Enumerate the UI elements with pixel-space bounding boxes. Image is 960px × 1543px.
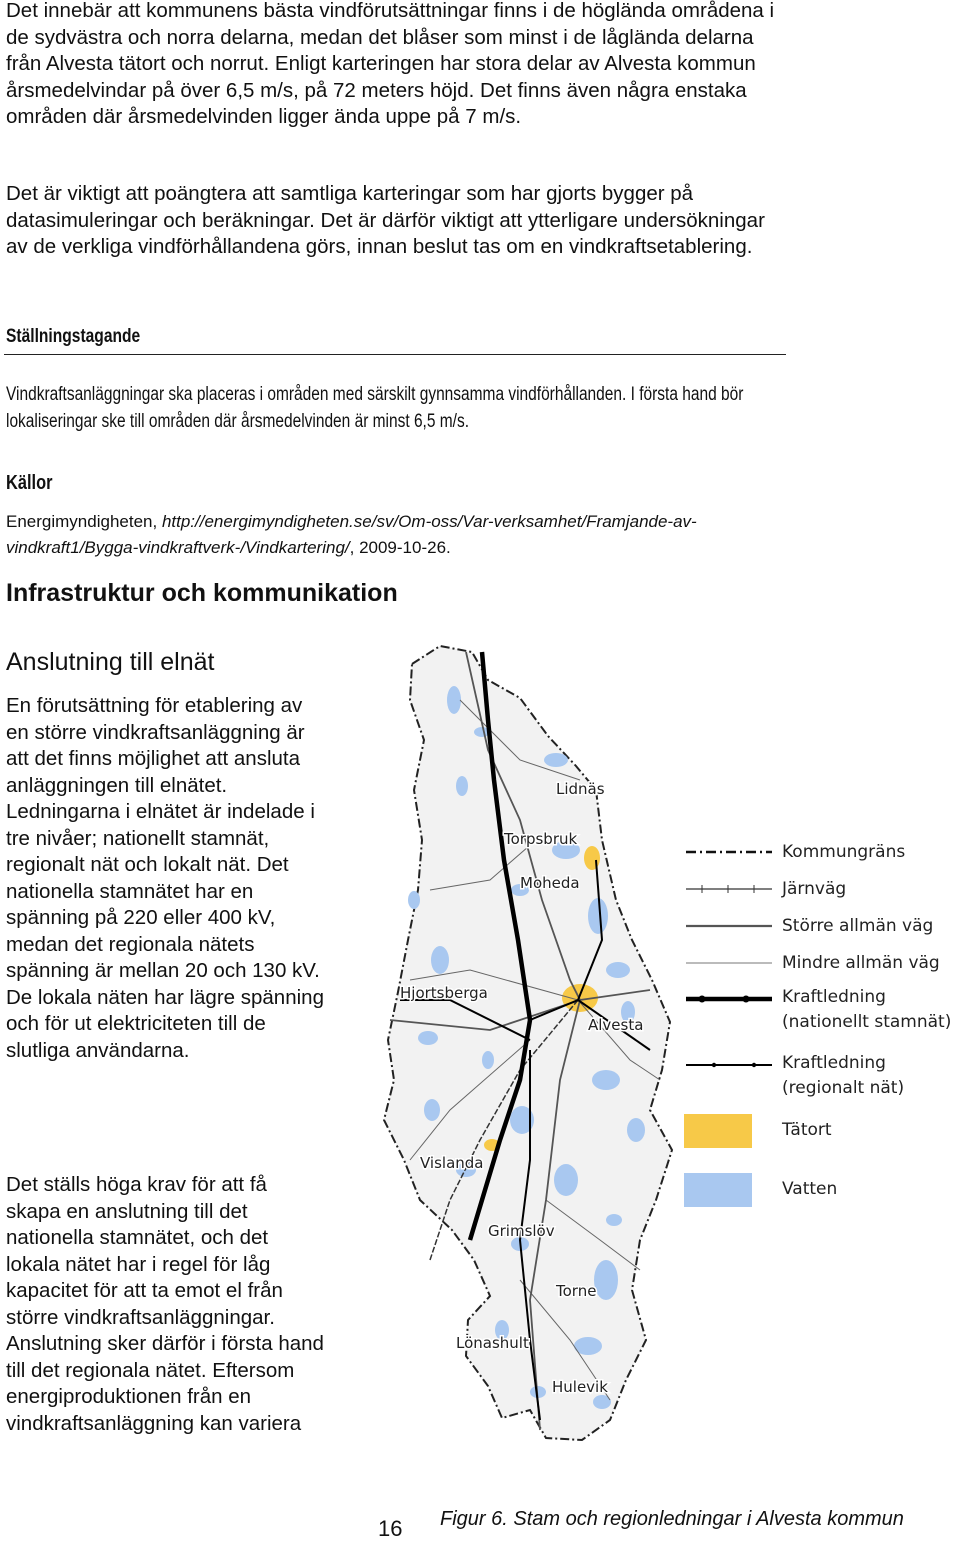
source-name: Energimyndigheten, (6, 512, 162, 531)
place-label: Hulevik (552, 1378, 608, 1396)
section-subtitle: Anslutning till elnät (6, 648, 215, 676)
legend-label: Kraftledning (782, 1053, 886, 1073)
legend-label: Vatten (782, 1179, 838, 1199)
source-date: , 2009-10-26. (349, 538, 451, 557)
place-label: Vislanda (420, 1154, 484, 1172)
place-label: Moheda (520, 874, 580, 892)
national-grid-icon (684, 985, 774, 1009)
legend-label: Kommungräns (782, 842, 906, 862)
legend-label-sub: (nationellt stamnät) (782, 1012, 952, 1032)
railway-line-icon (684, 877, 774, 901)
water-swatch (684, 1173, 752, 1207)
place-label: Alvesta (588, 1016, 644, 1034)
minor-road-icon (684, 951, 774, 975)
place-label: Torpsbruk (504, 830, 578, 848)
source-link[interactable]: http://energimyndigheten.se/sv/Om-oss/Var-verksamhet/Framjande-av-vindkraft1/Bygga-vindkraftverk-/Vindkartering/ (6, 512, 697, 557)
stallningstagande-body: Vindkraftsanläggningar ska placeras i områden med särskilt gynnsamma vindförhållanden. I första hand bör lokaliseringar ske till områden där årsmedelvinden är minst 6,5 m/s. (6, 384, 744, 432)
page-number: 16 (378, 1516, 403, 1541)
figure-caption: Figur 6. Stam och regionledningar i Alvesta kommun (440, 1508, 904, 1530)
section-title: Infrastruktur och kommunikation (6, 579, 398, 607)
heading-divider (4, 354, 786, 355)
legend-label-sub: (regionalt nät) (782, 1078, 905, 1098)
place-label: Hjortsberga (400, 984, 488, 1002)
place-label: Torne (556, 1282, 597, 1300)
regional-grid-icon (684, 1051, 774, 1075)
intro-paragraph-2: Det är viktigt att poängtera att samtliga karteringar som har gjorts bygger på datasimuleringar och beräkningar. Det är därför viktigt att ytterligare undersökningar av de verkliga vindförhållandena görs, innan beslut tas om en vindkraftsetablering. (6, 182, 765, 258)
major-road-icon (684, 914, 774, 938)
place-label: Lidnäs (556, 780, 605, 798)
kallor-heading: Källor (6, 472, 53, 494)
legend-label: Tätort (782, 1120, 832, 1140)
legend-label: Mindre allmän väg (782, 953, 940, 973)
kallor-reference (6, 509, 796, 561)
intro-paragraph-1: Det innebär att kommunens bästa vindförutsättningar finns i de höglända områdena i de sydvästra och norra delarna, medan det blåser som minst i de låglända delarna från Alvesta tätort och norrut. Enligt karteringen har stora delar av Alvesta kommun årsmedelvindar på över 6,5 m/s, på 72 meters höjd. Det finns även några enstaka områden där årsmedelvinden ligger ända uppe på 7 m/s. (6, 0, 775, 128)
urban-area-swatch (684, 1114, 752, 1148)
place-label: Lönashult (456, 1334, 529, 1352)
map-legend (682, 832, 960, 1212)
boundary-line-icon (684, 840, 774, 864)
stallningstagande-heading: Ställningstagande (6, 326, 141, 347)
legend-label: Större allmän väg (782, 916, 934, 936)
legend-label: Järnväg (782, 879, 847, 899)
elnat-paragraph-1: En förutsättning för etablering av en större vindkraftsanläggning är att det finns möjlighet att ansluta anläggningen till elnätet. Ledningarna i elnätet är indelade i tre nivåer; nationellt stamnät, regionalt nät och lokalt nät. Det nationella stamnätet har en spänning på 220 eller 400 kV, medan det regionala nätets spänning är mellan 20 och 130 kV. De lokala näten har lägre spänning och för ut elektriciteten till de slutliga användarna. (6, 694, 324, 1062)
elnat-paragraph-2: Det ställs höga krav för att få skapa en anslutning till det nationella stamnätet, och det lokala nätet har i regel för låg kapacitet för att ta emot el från större vindkraftsanläggningar. Anslutning sker därför i första hand till det regionala nätet. Eftersom energiproduktionen från en vindkraftsanläggning kan variera (6, 1173, 324, 1435)
place-label: Grimslöv (488, 1222, 555, 1240)
legend-label: Kraftledning (782, 987, 886, 1007)
municipality-map (370, 640, 682, 1500)
